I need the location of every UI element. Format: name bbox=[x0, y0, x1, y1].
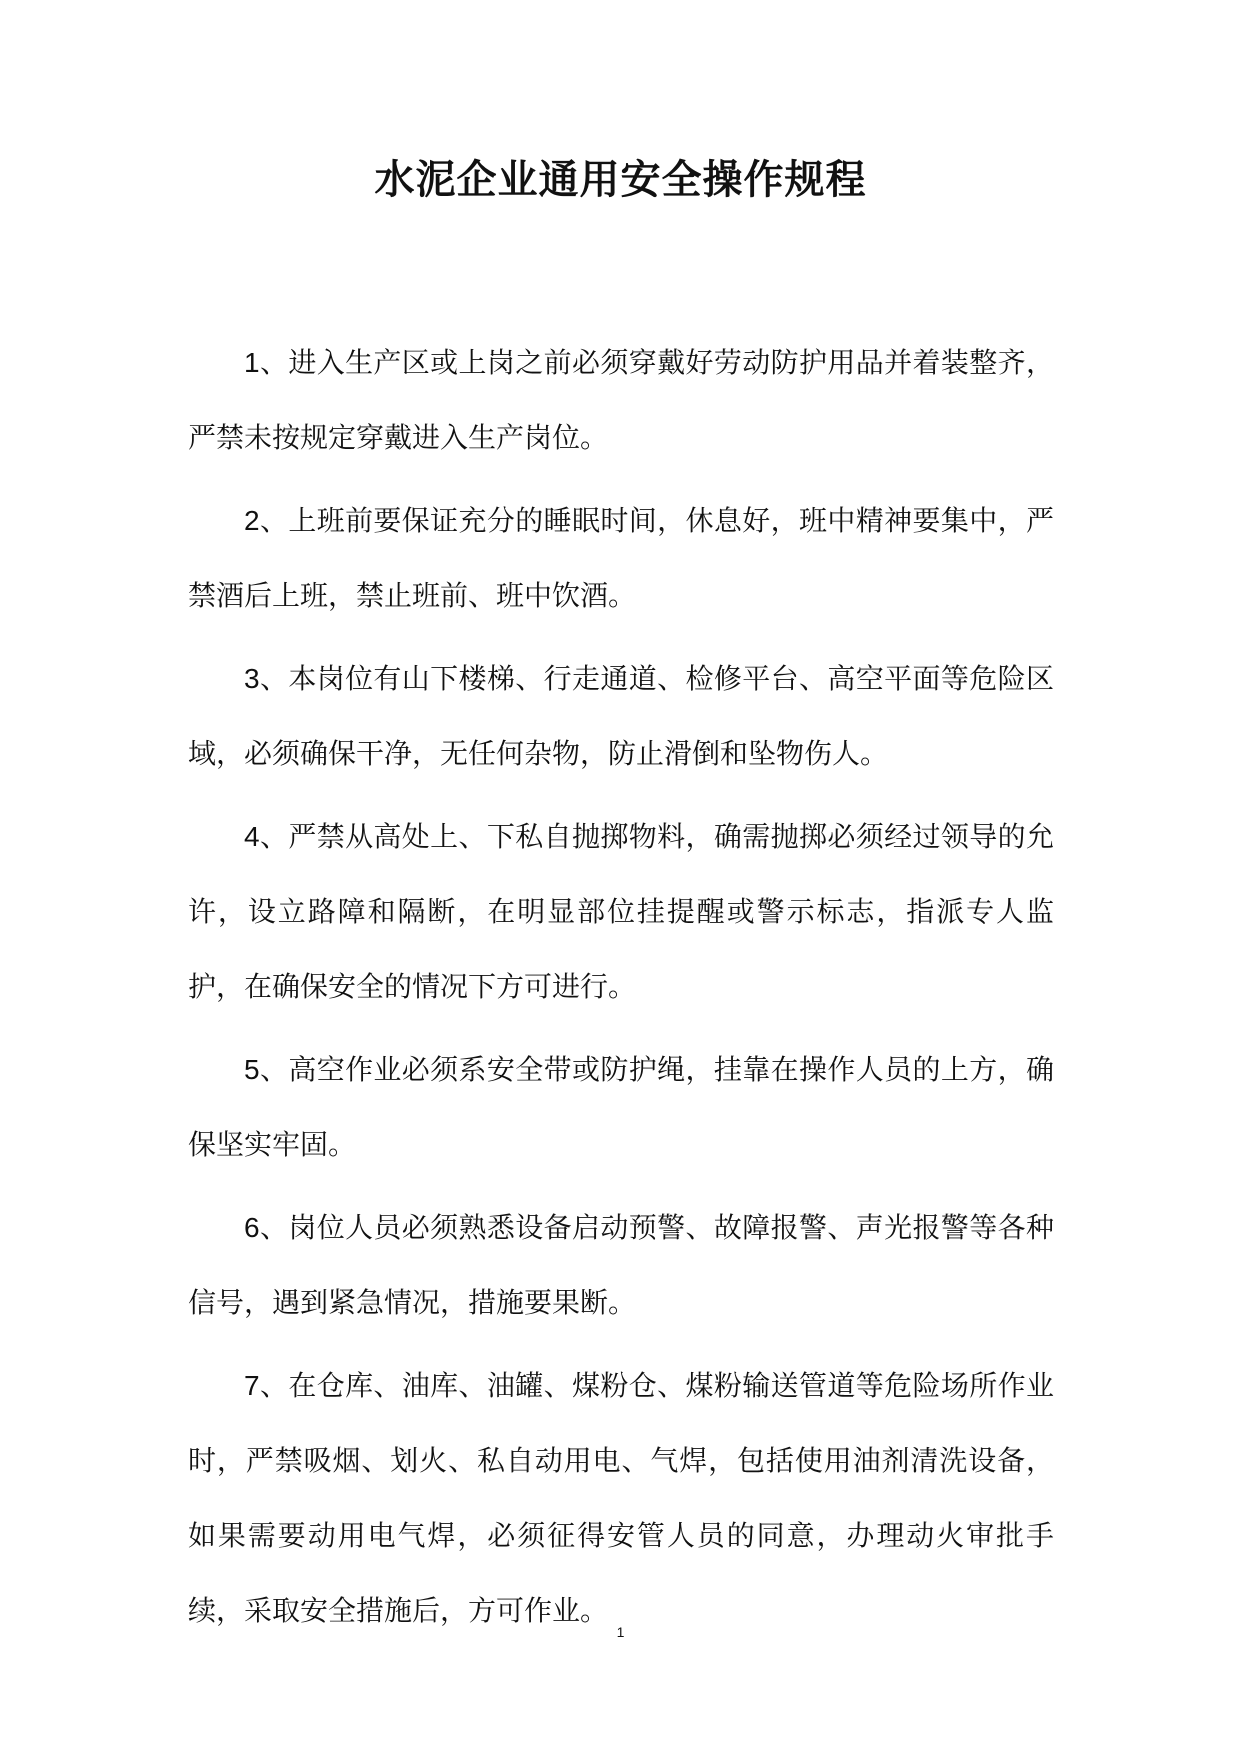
document-body bbox=[188, 325, 1054, 1656]
rule-text: 、严禁从高处上、下私自抛掷物料，确需抛掷必须经过领导的允许，设立路障和隔断，在明显部位挂提醒或警示标志，指派专人监护，在确保安全的情况下方可进行。 bbox=[188, 820, 1054, 1003]
rule-paragraph-3 bbox=[188, 641, 1054, 791]
rule-number: 2 bbox=[244, 505, 260, 536]
rule-number: 5 bbox=[244, 1054, 260, 1085]
rule-number: 7 bbox=[244, 1370, 260, 1401]
rule-text: 、进入生产区或上岗之前必须穿戴好劳动防护用品并着装整齐，严禁未按规定穿戴进入生产岗位。 bbox=[188, 346, 1054, 454]
rule-paragraph-6 bbox=[188, 1190, 1054, 1340]
rule-paragraph-7 bbox=[188, 1348, 1054, 1648]
page-number: 1 bbox=[616, 1624, 625, 1640]
document-title: 水泥企业通用安全操作规程 bbox=[374, 156, 867, 203]
rule-paragraph-5 bbox=[188, 1032, 1054, 1182]
rule-text: 、岗位人员必须熟悉设备启动预警、故障报警、声光报警等各种信号，遇到紧急情况，措施要果断。 bbox=[188, 1211, 1054, 1319]
rule-paragraph-2 bbox=[188, 483, 1054, 633]
rule-text: 、在仓库、油库、油罐、煤粉仓、煤粉输送管道等危险场所作业时，严禁吸烟、划火、私自动用电、气焊，包括使用油剂清洗设备，如果需要动用电气焊，必须征得安管人员的同意，办理动火审批手续，采取安全措施后，方可作业。 bbox=[188, 1369, 1054, 1627]
rule-number: 1 bbox=[244, 347, 260, 378]
rule-paragraph-4 bbox=[188, 799, 1054, 1024]
rule-paragraph-1 bbox=[188, 325, 1054, 475]
rule-text: 、本岗位有山下楼梯、行走通道、检修平台、高空平面等危险区域，必须确保干净，无任何杂物，防止滑倒和坠物伤人。 bbox=[188, 662, 1054, 770]
rule-number: 4 bbox=[244, 821, 260, 852]
rule-text: 、高空作业必须系安全带或防护绳，挂靠在操作人员的上方，确保坚实牢固。 bbox=[188, 1053, 1054, 1161]
rule-number: 6 bbox=[244, 1212, 260, 1243]
rule-text: 、上班前要保证充分的睡眠时间，休息好，班中精神要集中，严禁酒后上班，禁止班前、班中饮酒。 bbox=[188, 504, 1054, 612]
rule-number: 3 bbox=[244, 663, 260, 694]
